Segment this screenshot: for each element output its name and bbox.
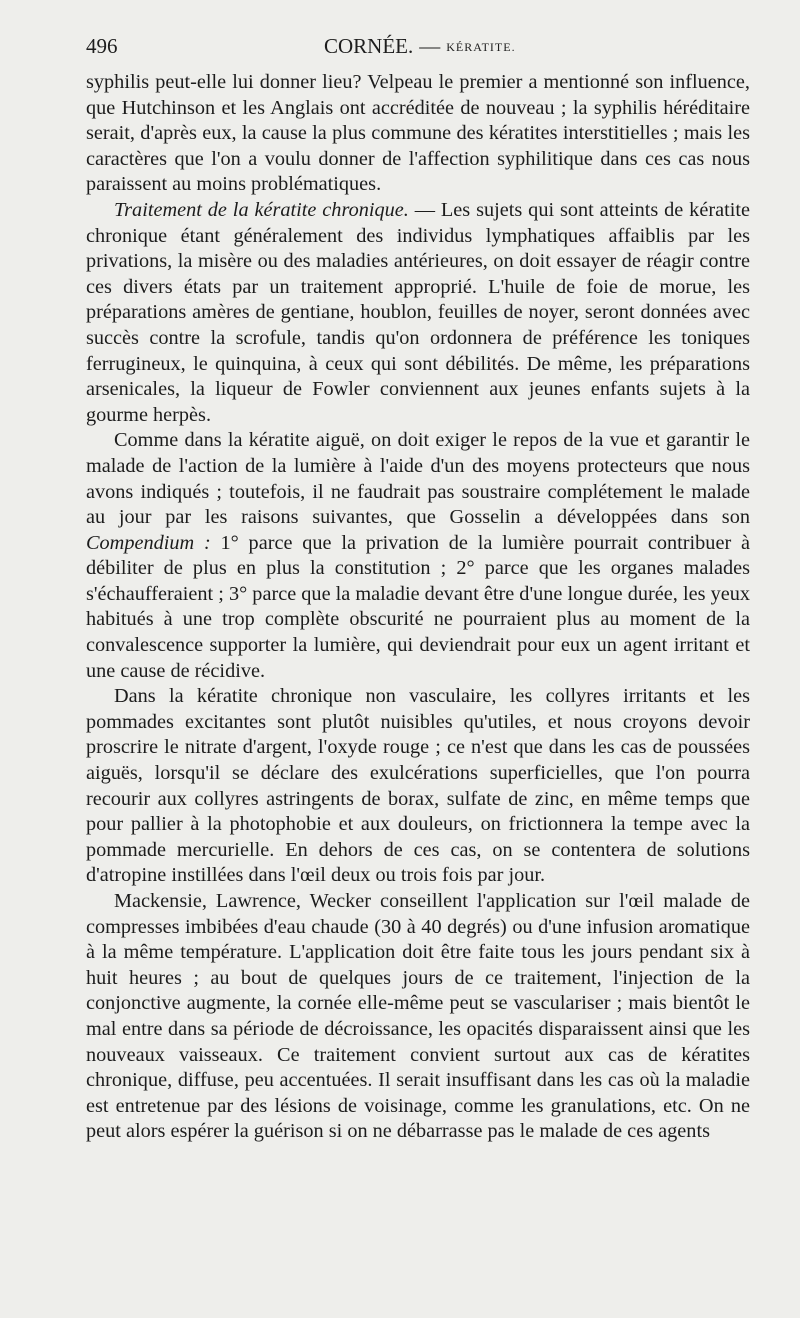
title-separator: — <box>419 34 441 58</box>
section-heading: Traitement de la kératite chronique. <box>114 198 409 221</box>
running-header <box>86 34 750 60</box>
paragraph-3 <box>86 428 750 684</box>
section-subtitle: KÉRATITE. <box>446 40 516 54</box>
paragraph-3-text-after: 1° parce que la privation de la lumière pourrait contribuer à débiliter de plus en plus la constitution ; 2° parce que les organes malades s'échaufferaient ; 3° parce que la maladie devant être d'une longue durée, les yeux habitués à une trop complète obscurité ne pourraient plus au moment de la convalescence supporter la lumière, qui deviendrait pour eux un agent irritant et une cause de récidive. <box>86 531 751 682</box>
chapter-title: CORNÉE. <box>324 34 414 58</box>
paragraph-3-text-before: Comme dans la kératite aiguë, on doit exiger le repos de la vue et garantir le malade de l'action de la lumière à l'aide d'un des moyens protecteurs que nous avons indiqués ; toutefois, il ne faudrait pas soustraire complétement le malade au jour par les raisons suivantes, que Gosselin a développées dans son <box>86 429 750 529</box>
body-text <box>86 70 750 1145</box>
compendium-title: Compendium : <box>86 531 211 554</box>
paragraph-5: Mackensie, Lawrence, Wecker conseillent l'application sur l'œil malade de compresses imbibées d'eau chaude (30 à 40 degrés) ou d'une infusion aromatique à la même température. L'application doit être faite tous les jours pendant six à huit heures ; au bout de quelques jours de ce traitement, l'injection de la conjonctive augmente, la cornée elle-même peut se vasculariser ; mais bientôt le mal entre dans sa période de décroissance, les opacités disparaissent ainsi que les nouveaux vaisseaux. Ce traitement convient surtout aux cas de kératites chronique, diffuse, peu accentuées. Il serait insuffisant dans les cas où la maladie est entretenue par des lésions de voisinage, comme les granulations, etc. On ne peut alors espérer la guérison si on ne débarrasse pas le malade de ces agents <box>86 890 750 1143</box>
paragraph-1: syphilis peut-elle lui donner lieu? Velpeau le premier a mentionné son influence, que Hutchinson et les Anglais ont accréditée de nouveau ; la syphilis héréditaire serait, d'après eux, la cause la plus commune des kératites interstitielles ; mais les caractères que l'on a voulu donner de l'affection syphilitique dans ces cas nous paraissent au moins problématiques. <box>86 71 750 196</box>
paragraph-2-text: — Les sujets qui sont atteints de kératite chronique étant généralement des individus lymphatiques affaiblis par les privations, la misère ou des maladies antérieures, on doit essayer de réagir contre ces divers états par un traitement approprié. L'huile de foie de morue, les préparations amères de gentiane, houblon, feuilles de noyer, seront données avec succès contre la scrofule, tandis qu'on ordonnera de préférence les toniques ferrugineux, le quinquina, à ceux qui sont débilités. De même, les préparations arsenicales, la liqueur de Fowler conviennent aux jeunes enfants sujets à la gourme herpès. <box>86 198 750 426</box>
page-number: 496 <box>86 34 118 58</box>
running-title <box>324 34 516 59</box>
paragraph-2 <box>86 198 750 428</box>
paragraph-4: Dans la kératite chronique non vasculaire, les collyres irritants et les pommades excitantes sont plutôt nuisibles qu'utiles, et nous croyons devoir proscrire le nitrate d'argent, l'oxyde rouge ; ce n'est que dans les cas de poussées aiguës, lorsqu'il se déclare des exulcérations superficielles, que l'on pourra recourir aux collyres astringents de borax, sulfate de zinc, en même temps que pour pallier à la photophobie et aux douleurs, on frictionnera la tempe avec la pommade mercurielle. En dehors de ces cas, on se contentera de solutions d'atropine instillées dans l'œil deux ou trois fois par jour. <box>86 685 750 887</box>
